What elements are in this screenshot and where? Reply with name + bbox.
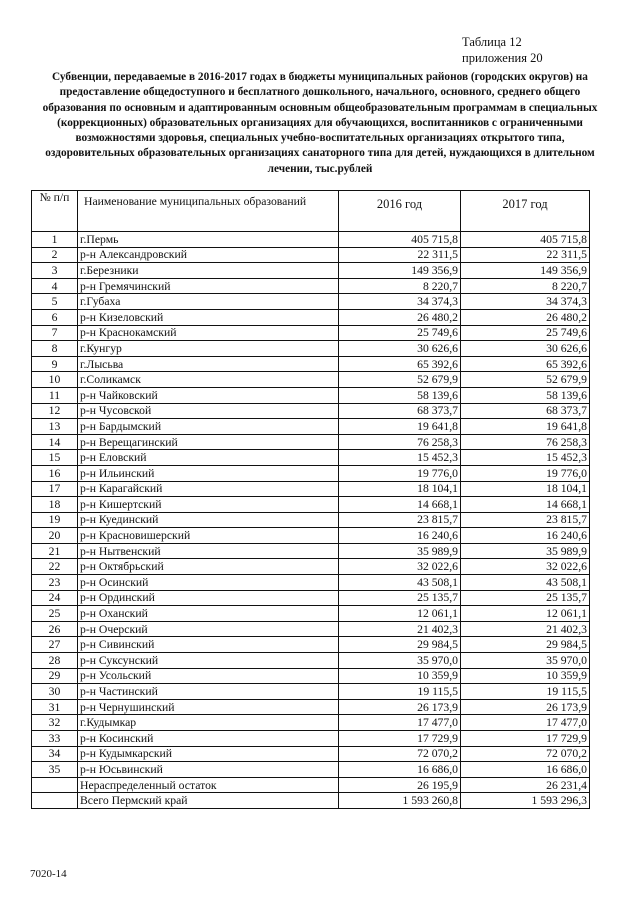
row-number: 5 (32, 294, 78, 310)
municipality-name: р-н Бардымский (78, 419, 339, 435)
municipality-name: р-н Куединский (78, 512, 339, 528)
value-2017: 58 139,6 (461, 387, 590, 403)
value-2017: 16 686,0 (461, 762, 590, 778)
value-2017: 8 220,7 (461, 278, 590, 294)
value-2016: 405 715,8 (339, 232, 461, 248)
table-row (32, 481, 590, 497)
value-2016: 14 668,1 (339, 497, 461, 513)
value-2017: 52 679,9 (461, 372, 590, 388)
total-label: Всего Пермский край (78, 793, 339, 809)
value-2016: 30 626,6 (339, 341, 461, 357)
table-row (32, 528, 590, 544)
value-2016: 17 729,9 (339, 731, 461, 747)
table-row (32, 653, 590, 669)
table-row (32, 465, 590, 481)
table-row (32, 450, 590, 466)
remainder-label: Нераспределенный остаток (78, 777, 339, 793)
municipality-name: р-н Красновишерский (78, 528, 339, 544)
row-number: 12 (32, 403, 78, 419)
row-number: 26 (32, 621, 78, 637)
municipality-name: р-н Кудымкарский (78, 746, 339, 762)
municipality-name: р-н Верещагинский (78, 434, 339, 450)
row-number: 24 (32, 590, 78, 606)
value-2017: 405 715,8 (461, 232, 590, 248)
value-2017: 17 729,9 (461, 731, 590, 747)
remainder-value-2016: 26 195,9 (339, 777, 461, 793)
value-2016: 35 989,9 (339, 543, 461, 559)
value-2017: 35 989,9 (461, 543, 590, 559)
value-2016: 76 258,3 (339, 434, 461, 450)
value-2017: 34 374,3 (461, 294, 590, 310)
value-2017: 25 135,7 (461, 590, 590, 606)
value-2017: 18 104,1 (461, 481, 590, 497)
column-header-name: Наименование муниципальных образований (78, 191, 339, 232)
value-2017: 19 641,8 (461, 419, 590, 435)
value-2016: 22 311,5 (339, 247, 461, 263)
row-number: 16 (32, 465, 78, 481)
row-number: 20 (32, 528, 78, 544)
row-number: 2 (32, 247, 78, 263)
table-row (32, 434, 590, 450)
row-number: 19 (32, 512, 78, 528)
row-number: 17 (32, 481, 78, 497)
value-2016: 25 135,7 (339, 590, 461, 606)
value-2016: 29 984,5 (339, 637, 461, 653)
municipality-name: р-н Косинский (78, 731, 339, 747)
value-2016: 26 480,2 (339, 309, 461, 325)
row-number: 34 (32, 746, 78, 762)
municipality-name: р-н Нытвенский (78, 543, 339, 559)
table-row (32, 247, 590, 263)
remainder-number-cell (32, 777, 78, 793)
value-2016: 35 970,0 (339, 653, 461, 669)
value-2017: 14 668,1 (461, 497, 590, 513)
value-2016: 68 373,7 (339, 403, 461, 419)
table-row (32, 684, 590, 700)
table-row (32, 559, 590, 575)
value-2017: 32 022,6 (461, 559, 590, 575)
row-number: 15 (32, 450, 78, 466)
value-2017: 12 061,1 (461, 606, 590, 622)
row-number: 3 (32, 263, 78, 279)
value-2017: 26 480,2 (461, 309, 590, 325)
value-2016: 34 374,3 (339, 294, 461, 310)
total-number-cell (32, 793, 78, 809)
table-row (32, 715, 590, 731)
table-row (32, 294, 590, 310)
table-row (32, 278, 590, 294)
table-header-row (32, 191, 590, 232)
value-2016: 25 749,6 (339, 325, 461, 341)
value-2016: 12 061,1 (339, 606, 461, 622)
value-2017: 43 508,1 (461, 575, 590, 591)
row-number: 8 (32, 341, 78, 357)
municipality-name: р-н Чусовской (78, 403, 339, 419)
table-row (32, 387, 590, 403)
municipality-name: г.Соликамск (78, 372, 339, 388)
municipality-name: р-н Кишертский (78, 497, 339, 513)
value-2017: 29 984,5 (461, 637, 590, 653)
column-header-2016: 2016 год (339, 191, 461, 232)
table-row (32, 606, 590, 622)
value-2016: 15 452,3 (339, 450, 461, 466)
value-2016: 19 641,8 (339, 419, 461, 435)
municipality-name: р-н Чернушинский (78, 699, 339, 715)
row-number: 21 (32, 543, 78, 559)
municipality-name: р-н Карагайский (78, 481, 339, 497)
table-row (32, 325, 590, 341)
subventions-table (31, 190, 590, 809)
table-row (32, 497, 590, 513)
table-row (32, 575, 590, 591)
row-number: 23 (32, 575, 78, 591)
value-2016: 19 115,5 (339, 684, 461, 700)
row-number: 1 (32, 232, 78, 248)
municipality-name: г.Кунгур (78, 341, 339, 357)
municipality-name: р-н Чайковский (78, 387, 339, 403)
value-2016: 52 679,9 (339, 372, 461, 388)
column-header-number: № п/п (32, 191, 78, 232)
municipality-name: р-н Суксунский (78, 653, 339, 669)
appendix-label: приложения 20 (462, 51, 543, 65)
table-body (32, 232, 590, 809)
value-2016: 21 402,3 (339, 621, 461, 637)
value-2016: 8 220,7 (339, 278, 461, 294)
municipality-name: р-н Александровский (78, 247, 339, 263)
municipality-name: г.Лысьва (78, 356, 339, 372)
table-row (32, 746, 590, 762)
value-2016: 32 022,6 (339, 559, 461, 575)
municipality-name: р-н Кизеловский (78, 309, 339, 325)
row-number: 10 (32, 372, 78, 388)
table-row (32, 372, 590, 388)
value-2017: 16 240,6 (461, 528, 590, 544)
value-2016: 149 356,9 (339, 263, 461, 279)
value-2017: 35 970,0 (461, 653, 590, 669)
table-row (32, 637, 590, 653)
table-row (32, 309, 590, 325)
table-row (32, 590, 590, 606)
row-number: 14 (32, 434, 78, 450)
municipality-name: р-н Сивинский (78, 637, 339, 653)
total-row (32, 793, 590, 809)
value-2017: 65 392,6 (461, 356, 590, 372)
value-2017: 17 477,0 (461, 715, 590, 731)
value-2017: 23 815,7 (461, 512, 590, 528)
value-2017: 72 070,2 (461, 746, 590, 762)
total-value-2016: 1 593 260,8 (339, 793, 461, 809)
row-number: 31 (32, 699, 78, 715)
remainder-value-2017: 26 231,4 (461, 777, 590, 793)
table-row (32, 341, 590, 357)
row-number: 29 (32, 668, 78, 684)
value-2017: 25 749,6 (461, 325, 590, 341)
municipality-name: р-н Ильинский (78, 465, 339, 481)
value-2016: 10 359,9 (339, 668, 461, 684)
row-number: 7 (32, 325, 78, 341)
value-2016: 65 392,6 (339, 356, 461, 372)
table-row (32, 403, 590, 419)
row-number: 30 (32, 684, 78, 700)
table-row (32, 356, 590, 372)
column-header-2017: 2017 год (461, 191, 590, 232)
document-code: 7020-14 (30, 868, 67, 880)
municipality-name: р-н Ординский (78, 590, 339, 606)
value-2017: 15 452,3 (461, 450, 590, 466)
value-2017: 19 115,5 (461, 684, 590, 700)
row-number: 22 (32, 559, 78, 575)
table-row (32, 668, 590, 684)
value-2017: 26 173,9 (461, 699, 590, 715)
row-number: 13 (32, 419, 78, 435)
value-2017: 76 258,3 (461, 434, 590, 450)
municipality-name: г.Пермь (78, 232, 339, 248)
row-number: 9 (32, 356, 78, 372)
municipality-name: р-н Усольский (78, 668, 339, 684)
value-2016: 17 477,0 (339, 715, 461, 731)
table-row (32, 731, 590, 747)
table-row (32, 512, 590, 528)
municipality-name: р-н Краснокамский (78, 325, 339, 341)
municipality-name: г.Березники (78, 263, 339, 279)
table-row (32, 543, 590, 559)
document-title: Субвенции, передаваемые в 2016-2017 годах в бюджеты муниципальных районов (городских округов) на предоставление общедоступного и бесплатного дошкольного, начального, основного, среднего общего образования по основным и адаптированным основным общеобразовательным программам в специальных (коррекционных) образовательных организациях для обучающихся, воспитанников с ограниченными возможностями здоровья, специальных учебно-воспитательных организациях открытого типа, оздоровительных образовательных организациях санаторного типа для детей, нуждающихся в длительном лечении, тыс.рублей (42, 71, 598, 175)
row-number: 27 (32, 637, 78, 653)
table-row (32, 232, 590, 248)
row-number: 18 (32, 497, 78, 513)
value-2016: 16 686,0 (339, 762, 461, 778)
row-number: 33 (32, 731, 78, 747)
value-2016: 19 776,0 (339, 465, 461, 481)
municipality-name: р-н Гремячинский (78, 278, 339, 294)
value-2017: 68 373,7 (461, 403, 590, 419)
table-number-label: Таблица 12 (462, 35, 522, 49)
value-2017: 22 311,5 (461, 247, 590, 263)
table-row (32, 699, 590, 715)
municipality-name: р-н Частинский (78, 684, 339, 700)
total-value-2017: 1 593 296,3 (461, 793, 590, 809)
row-number: 32 (32, 715, 78, 731)
table-row (32, 263, 590, 279)
value-2016: 18 104,1 (339, 481, 461, 497)
value-2016: 26 173,9 (339, 699, 461, 715)
table-reference (462, 34, 622, 66)
value-2016: 43 508,1 (339, 575, 461, 591)
municipality-name: г.Губаха (78, 294, 339, 310)
row-number: 6 (32, 309, 78, 325)
row-number: 35 (32, 762, 78, 778)
row-number: 11 (32, 387, 78, 403)
municipality-name: г.Кудымкар (78, 715, 339, 731)
value-2017: 19 776,0 (461, 465, 590, 481)
row-number: 25 (32, 606, 78, 622)
value-2017: 149 356,9 (461, 263, 590, 279)
municipality-name: р-н Еловский (78, 450, 339, 466)
value-2017: 10 359,9 (461, 668, 590, 684)
municipality-name: р-н Оханский (78, 606, 339, 622)
row-number: 28 (32, 653, 78, 669)
municipality-name: р-н Октябрьский (78, 559, 339, 575)
value-2016: 58 139,6 (339, 387, 461, 403)
row-number: 4 (32, 278, 78, 294)
value-2016: 23 815,7 (339, 512, 461, 528)
municipality-name: р-н Очерский (78, 621, 339, 637)
remainder-row (32, 777, 590, 793)
municipality-name: р-н Осинский (78, 575, 339, 591)
value-2017: 30 626,6 (461, 341, 590, 357)
table-row (32, 762, 590, 778)
value-2016: 16 240,6 (339, 528, 461, 544)
value-2017: 21 402,3 (461, 621, 590, 637)
municipality-name: р-н Юсьвинский (78, 762, 339, 778)
table-row (32, 621, 590, 637)
table-row (32, 419, 590, 435)
value-2016: 72 070,2 (339, 746, 461, 762)
